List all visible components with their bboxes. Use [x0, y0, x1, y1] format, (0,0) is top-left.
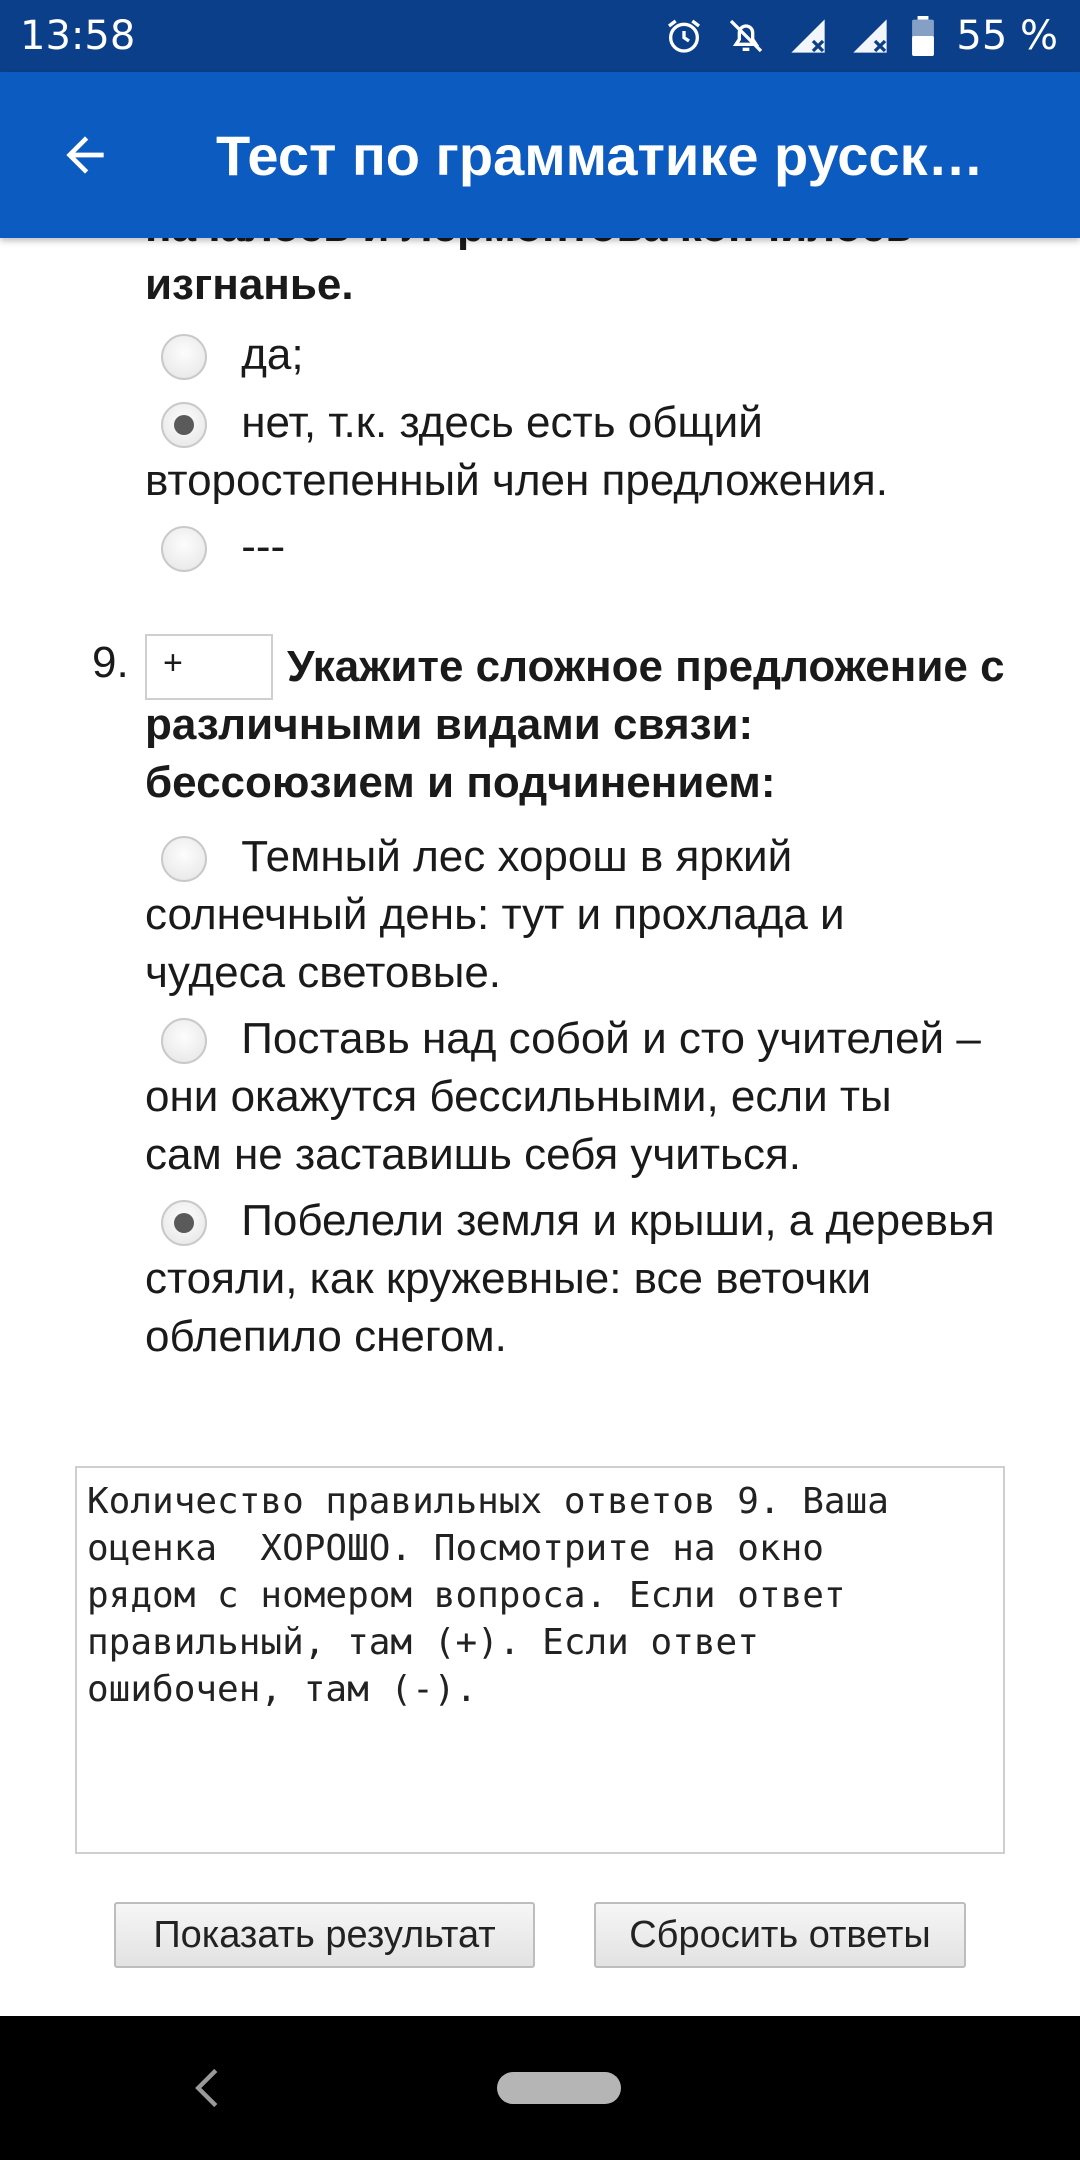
option-line-1: Побелели земля и крыши, а деревья: [241, 1196, 995, 1245]
status-time: 13:58: [20, 13, 136, 59]
battery-level: 55 %: [956, 13, 1058, 59]
q8-option-3[interactable]: [145, 518, 1045, 576]
notifications-off-icon: [726, 16, 766, 56]
signal-icon-2: [850, 16, 890, 56]
status-icons: [664, 13, 1058, 59]
answer-mark-value: +: [163, 644, 183, 682]
radio-button[interactable]: [161, 1018, 207, 1064]
question-9-text-line3: бессоюзием и подчинением:: [145, 758, 776, 807]
battery-icon: [912, 16, 934, 56]
option-line-3: сам не заставишь себя учиться.: [145, 1130, 802, 1179]
question-9-text-line2: различными видами связи:: [145, 700, 754, 749]
radio-button-checked[interactable]: [161, 1200, 207, 1246]
question-9-number: 9.: [92, 638, 129, 687]
radio-button[interactable]: [161, 334, 207, 380]
reset-answers-button[interactable]: Сбросить ответы: [594, 1902, 966, 1968]
arrow-back-icon: [57, 127, 113, 183]
show-result-button[interactable]: Показать результат: [114, 1902, 535, 1968]
back-button[interactable]: [0, 72, 170, 238]
radio-button[interactable]: [161, 836, 207, 882]
option-line-2: они окажутся бессильными, если ты: [145, 1072, 892, 1121]
app-bar: [0, 72, 1080, 238]
navigation-bar: [0, 2016, 1080, 2160]
option-label-cont: второстепенный член предложения.: [145, 456, 888, 505]
q9-option-1[interactable]: [145, 828, 1065, 1002]
alarm-icon: [664, 16, 704, 56]
radio-button[interactable]: [161, 526, 207, 572]
nav-home-pill[interactable]: [497, 2072, 621, 2104]
option-line-3: чудеса световые.: [145, 948, 502, 997]
q8-option-2[interactable]: [145, 394, 1065, 510]
signal-icon-1: [788, 16, 828, 56]
answer-mark-field[interactable]: [145, 634, 273, 700]
q9-option-3[interactable]: [145, 1192, 1065, 1366]
result-textarea[interactable]: Количество правильных ответов 9. Ваша оценка ХОРОШО. Посмотрите на окно рядом с номером вопроса. Если ответ правильный, там (+). Если ответ ошибочен, там (-).: [75, 1466, 1005, 1854]
option-label: да;: [241, 330, 304, 379]
option-line-3: облепило снегом.: [145, 1312, 507, 1361]
page-title: Тест по грамматике русск…: [216, 123, 984, 187]
q9-option-2[interactable]: [145, 1010, 1065, 1184]
question-9-text-line1: Укажите сложное предложение с: [287, 642, 1005, 691]
status-bar: [0, 0, 1080, 72]
option-line-1: Поставь над собой и сто учителей –: [241, 1014, 981, 1063]
option-line-2: солнечный день: тут и прохлада и: [145, 890, 845, 939]
option-label: нет, т.к. здесь есть общий: [241, 398, 763, 447]
radio-button-checked[interactable]: [161, 402, 207, 448]
q8-option-1[interactable]: [145, 326, 1045, 384]
question-8-text-end: изгнанье.: [145, 260, 354, 309]
option-line-2: стояли, как кружевные: все веточки: [145, 1254, 872, 1303]
option-label: ---: [241, 522, 286, 571]
nav-back-icon[interactable]: [190, 2066, 224, 2110]
option-line-1: Темный лес хорош в яркий: [241, 832, 793, 881]
